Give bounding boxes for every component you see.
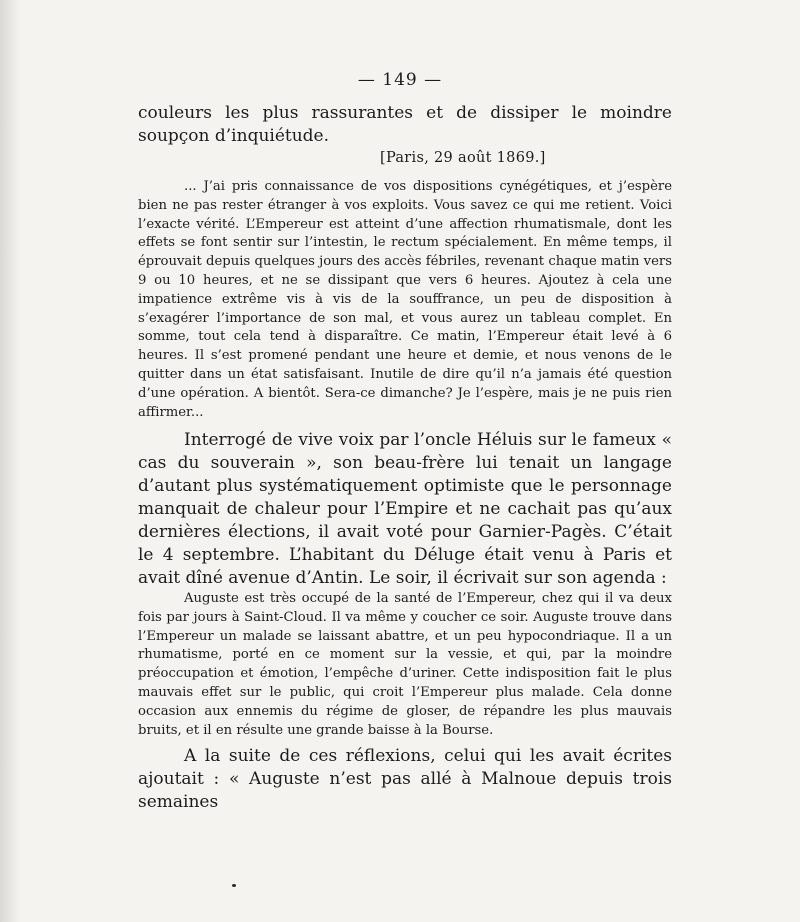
agenda-quote — [138, 590, 672, 740]
narrative-paragraph — [138, 429, 672, 590]
letter-quote — [138, 178, 672, 422]
letter-text: ... J’ai pris connaissance de vos dispositions cynégétiques, et j’espère bien ne pas rester étranger à vos exploits. Vous savez ce qui me retient. Voici l’exacte vérité. L’Empereur est atteint d’une affection rhumatismale, dont les effets se font sentir sur l’intestin, le rectum spécialement. En même temps, il éprouvait depuis quelques jours des accès fébriles, revenant chaque matin vers 9 ou 10 heures, et ne se dissipant que vers 6 heures. Ajoutez à cela une impatience extrême vis à vis de la souffrance, un peu de disposition à s’exagérer l’importance de son mal, et vous aurez un tableau complet. En somme, tout cela tend à disparaître. Ce matin, l’Empereur était levé à 6 heures. Il s’est promené pendant une heure et demie, et nous venons de le quitter dans un état satisfaisant. Inutile de dire qu’il n’a jamais été question d’une opération. A bientôt. Sera-ce dimanche? Je l’espère, mais je ne puis rien affirmer... — [138, 179, 672, 420]
ink-speck — [232, 884, 236, 887]
agenda-text: Auguste est très occupé de la santé de l’Empereur, chez qui il va deux fois par jours à Saint-Cloud. Il va même y coucher ce soir. Auguste trouve dans l’Empereur un malade se laissant abattre, et un peu hypocondriaque. Il a un rhumatisme, porté en ce moment sur la vessie, et qui, par la moindre préoccupation et émotion, l’empêche d’uriner. Cette indisposition fait le plus mauvais effet sur le public, qui croit l’Empereur plus malade. Cela donne occasion aux ennemis du régime de gloser, de répandre les plus mauvais bruits, et il en résulte une grande baisse à la Bourse. — [138, 591, 672, 738]
closing-paragraph — [138, 745, 672, 814]
narrative-text: Interrogé de vive voix par l’oncle Héluis sur le fameux « cas du souverain », son beau-frère lui tenait un langage d’autant plus systématiquement optimiste que le personnage manquait de chaleur pour l’Empire et ne cachait pas qu’aux dernières élections, il avait voté pour Garnier-Pagès. C’était le 4 septembre. L’habitant du Déluge était venu à Paris et avait dîné avenue d’Antin. Le soir, il écrivait sur son agenda : — [138, 430, 672, 588]
opening-paragraph — [138, 102, 672, 148]
opening-text: couleurs les plus rassurantes et de dissiper le moindre soupçon d’inquiétude. — [138, 103, 672, 146]
scan-edge-shadow — [0, 0, 20, 922]
page-number: — 149 — — [357, 70, 443, 90]
letter-dateline: [Paris, 29 août 1869.] — [380, 150, 546, 166]
closing-text: A la suite de ces réflexions, celui qui les avait écrites ajoutait : « Auguste n’est pas allé à Malnoue depuis trois semaines — [138, 746, 672, 812]
